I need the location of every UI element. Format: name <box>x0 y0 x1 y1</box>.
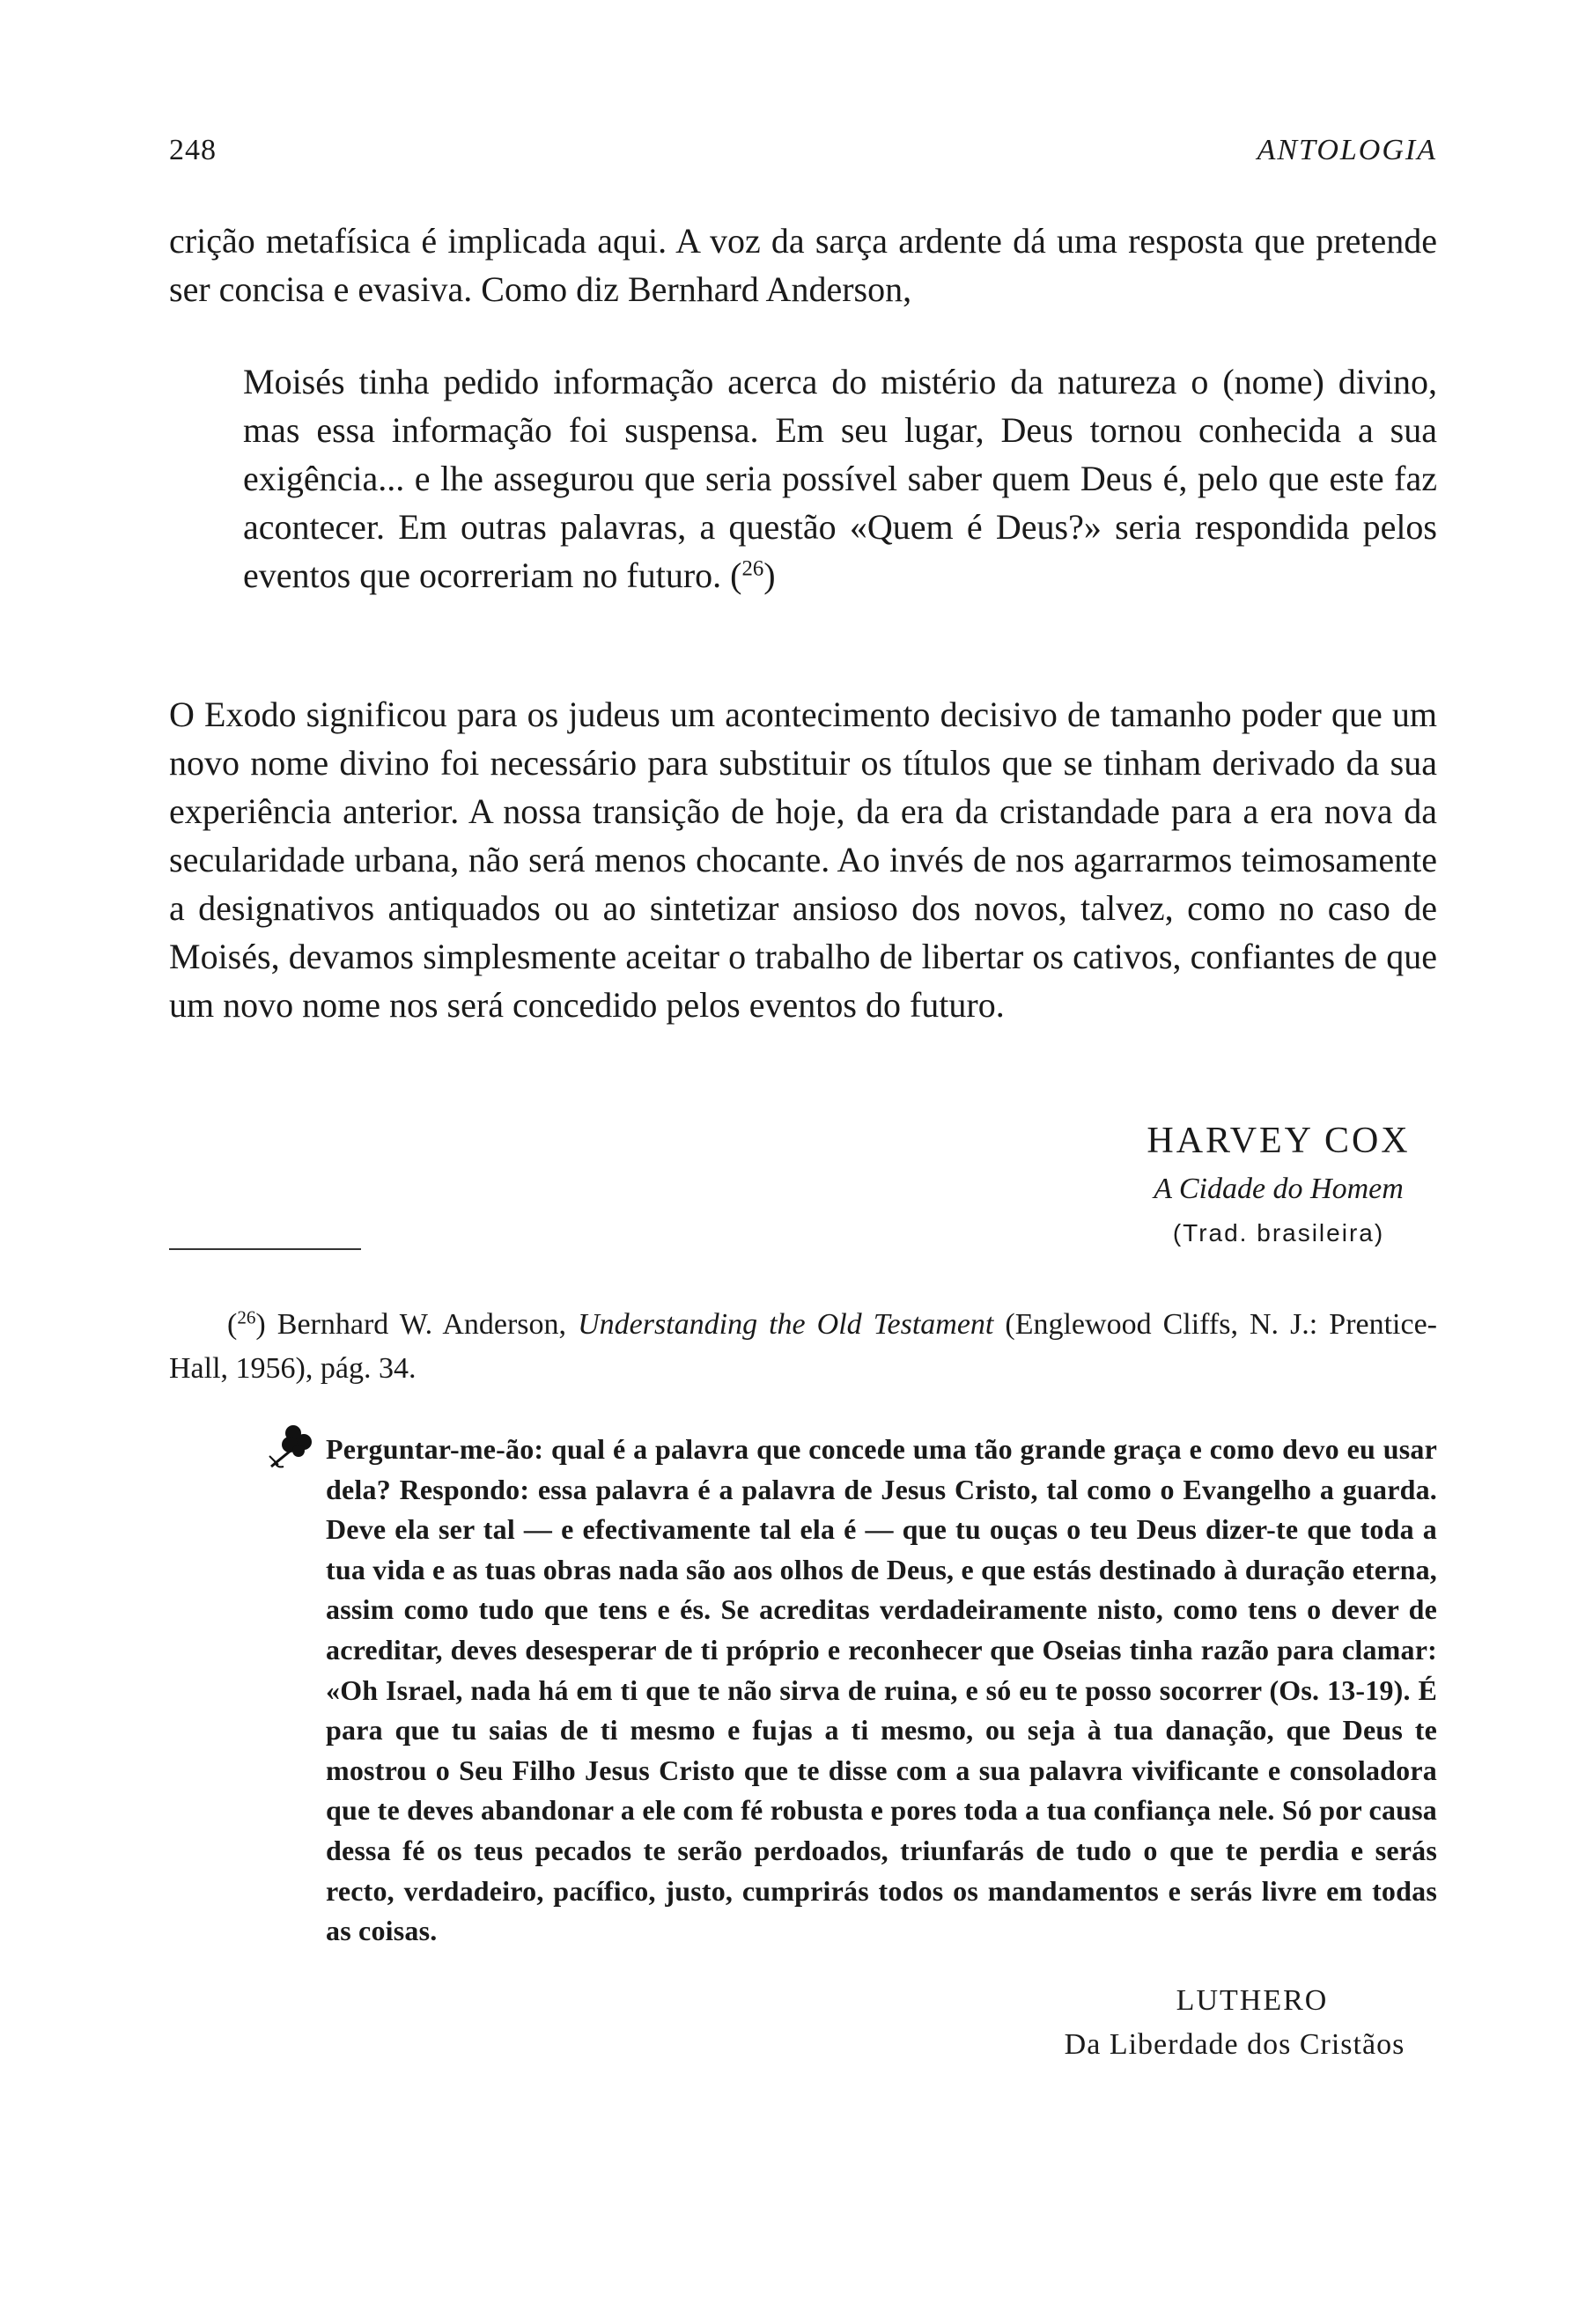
attribution-cox <box>1120 1116 1437 1254</box>
block-quote-anderson <box>243 357 1437 599</box>
attribution-author: HARVEY COX <box>1147 1121 1411 1161</box>
footnote-book-title: Understanding the Old Testament <box>578 1308 994 1341</box>
attribution-luther <box>1032 1979 1437 2067</box>
block-quote-text: Moisés tinha pedido informação acerca do mistério da natureza o (nome) divino, mas essa informação foi suspensa. Em seu lugar, Deus tornou conhecida a sua exigência... e lhe assegurou que seria possível saber quem Deus é, pelo que este faz acontecer. Em outras palavras, a questão «Quem é Deus?» seria respondida pelos eventos que ocorreriam no futuro. ( <box>243 362 1437 595</box>
luther-quote: Perguntar-me-ão: qual é a palavra que concede uma tão grande graça e como devo eu usar dela? Respondo: essa palavra é a palavra de Jesus Cristo, tal como o Evangelho a guarda. Deve ela ser tal — e efectivamente tal ela é — que tu ouças o teu Deus dizer-te que toda a tua vida e as tuas obras nada são aos olhos de Deus, e que estás destinado à duração eterna, assim como tudo que tens e és. Se acreditas verdadeiramente nisto, como tens o dever de acreditar, deves desesperar de ti próprio e reconhecer que Oseias tinha razão para clamar: «Oh Israel, nada há em ti que te não sirva de ruina, e só eu te posso socorrer (Os. 13-19). É para que tu saias de ti mesmo e fujas a ti mesmo, ou seja à tua danação, que Deus te mostrou o Seu Filho Jesus Cristo que te disse com a sua palavra vivificante e consoladora que te deves abandonar a ele com fé robusta e pores toda a tua confiança nele. Só por causa dessa fé os teus pecados te serão perdoados, triunfarás de tudo o que te perdia e serás recto, verdadeiro, pacífico, justo, cumprirás todos os mandamentos e serás livre em todas as coisas. <box>326 1433 1437 1947</box>
attribution-note: (Trad. brasileira) <box>1172 1219 1385 1247</box>
footnote-post: (Englewood Cliffs, N. J.: Prentice-Hall, 1956), pág. 34. <box>169 1308 1437 1385</box>
footnote-pre: Bernhard W. Anderson, <box>265 1308 579 1341</box>
running-head <box>169 134 1437 178</box>
block-quote-close: ) <box>763 555 776 595</box>
attribution-work: A Cidade do Homem <box>1154 1173 1404 1205</box>
footnote-close: ) <box>255 1308 266 1341</box>
attribution-work: Da Liberdade dos Cristãos <box>1064 2028 1405 2061</box>
attribution-author: LUTHERO <box>1176 1984 1329 2017</box>
footnote-number: 26 <box>237 1306 256 1328</box>
paragraph-exodus: O Exodo significou para os judeus um acontecimento decisivo de tamanho poder que um novo nome divino foi necessário para substituir os títulos que se tinham derivado da sua experiência anterior. A nossa transição de hoje, da era da cristandade para a era nova da secularidade urbana, não será menos chocante. Ao invés de nos agarrarmos teimosamente a designativos antiquados ou ao sintetizar ansioso dos novos, talvez, como no caso de Moisés, devamos simplesmente aceitar o trabalho de libertar os cativos, confiantes de que um novo nome nos será concedido pelos eventos do futuro. <box>169 695 1437 1025</box>
clover-ornament-icon <box>264 1421 317 1474</box>
running-title: ANTOLOGIA <box>1257 134 1437 166</box>
page-number: 248 <box>169 134 217 166</box>
footnote-ref: 26 <box>741 556 764 581</box>
footnote-open: ( <box>227 1308 238 1341</box>
footnote-divider <box>169 1248 361 1250</box>
paragraph-intro: crição metafísica é implicada aqui. A voz da sarça ardente dá uma resposta que pretende ser concisa e evasiva. Como diz Bernhard Anderson, <box>169 221 1437 309</box>
footnote-26 <box>169 1303 1437 1391</box>
